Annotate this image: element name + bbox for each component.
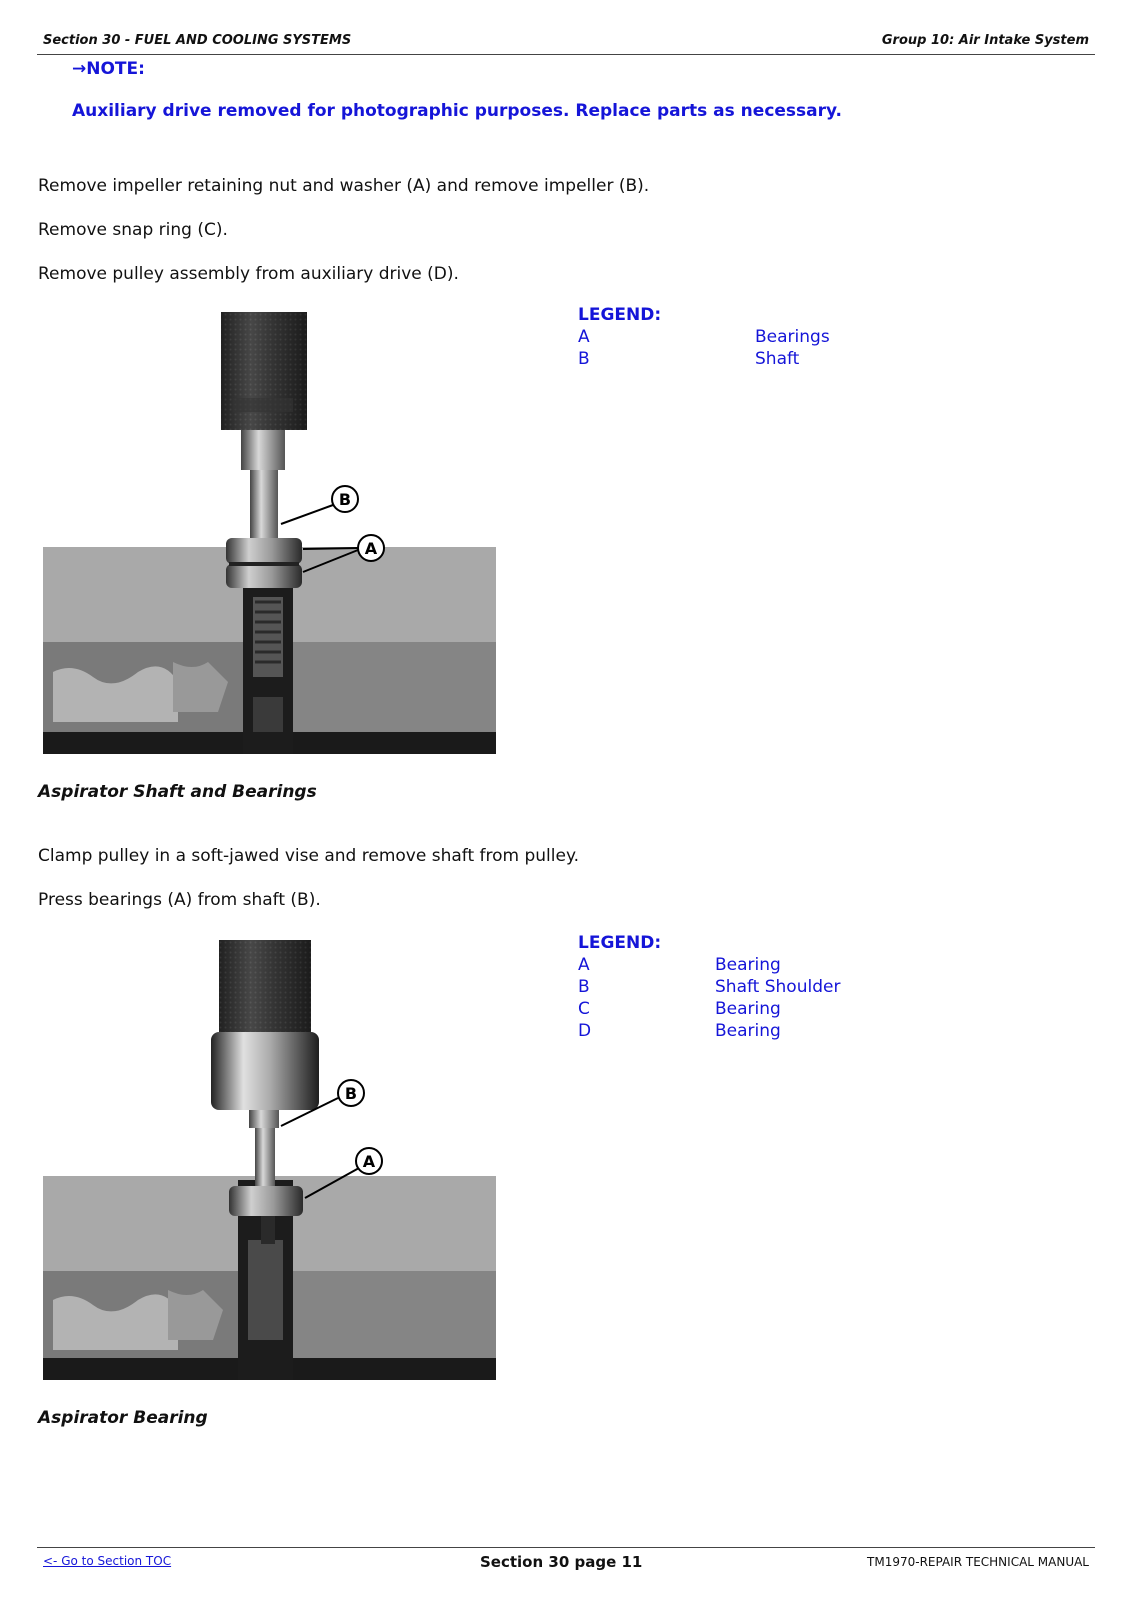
legend-text: Shaft Shoulder — [715, 977, 841, 997]
callout-a: A — [364, 539, 378, 558]
note-label: →NOTE: — [72, 59, 145, 79]
legend-letter: C — [578, 999, 590, 1019]
figure-aspirator-bearing — [43, 940, 496, 1380]
callout-a: A — [362, 1152, 376, 1171]
go-to-section-toc-link[interactable]: <- Go to Section TOC — [43, 1554, 172, 1568]
step-paragraph: Remove pulley assembly from auxiliary drive (D). — [38, 264, 459, 284]
step-paragraph: Remove snap ring (C). — [38, 220, 228, 240]
header-section-title: Section 30 - FUEL AND COOLING SYSTEMS — [43, 33, 352, 48]
step-paragraph: Clamp pulley in a soft-jawed vise and remove shaft from pulley. — [38, 846, 579, 866]
legend-figure2 — [578, 932, 840, 1042]
footer-divider — [37, 1547, 1095, 1548]
header-divider — [37, 54, 1095, 55]
manual-title: TM1970-REPAIR TECHNICAL MANUAL — [867, 1555, 1089, 1569]
legend-title: LEGEND: — [578, 933, 662, 953]
legend-row — [578, 1020, 840, 1042]
legend-row — [578, 326, 830, 348]
figure1-caption: Aspirator Shaft and Bearings — [38, 782, 317, 802]
photo-press-bearing — [43, 940, 496, 1380]
legend-text: Bearings — [755, 327, 830, 347]
page-number: Section 30 page 11 — [480, 1553, 643, 1571]
legend-text: Bearing — [715, 1021, 781, 1041]
legend-row — [578, 998, 840, 1020]
legend-row — [578, 954, 840, 976]
figure-aspirator-shaft-bearings — [43, 312, 496, 754]
photo-press-shaft-bearings — [43, 312, 496, 754]
figure2-caption: Aspirator Bearing — [38, 1408, 208, 1428]
legend-text: Bearing — [715, 999, 781, 1019]
legend-letter: B — [578, 977, 590, 997]
callout-b: B — [344, 1084, 358, 1103]
legend-title: LEGEND: — [578, 305, 662, 325]
legend-letter: B — [578, 349, 590, 369]
legend-letter: A — [578, 955, 590, 975]
header-group-title: Group 10: Air Intake System — [881, 33, 1089, 48]
legend-text: Bearing — [715, 955, 781, 975]
legend-row — [578, 976, 840, 998]
legend-letter: A — [578, 327, 590, 347]
callout-b: B — [338, 490, 352, 509]
legend-row — [578, 348, 830, 370]
step-paragraph: Remove impeller retaining nut and washer (A) and remove impeller (B). — [38, 176, 650, 196]
note-text: Auxiliary drive removed for photographic purposes. Replace parts as necessary. — [72, 101, 842, 121]
legend-letter: D — [578, 1021, 592, 1041]
legend-text: Shaft — [755, 349, 800, 369]
legend-figure1 — [578, 304, 830, 370]
step-paragraph: Press bearings (A) from shaft (B). — [38, 890, 321, 910]
